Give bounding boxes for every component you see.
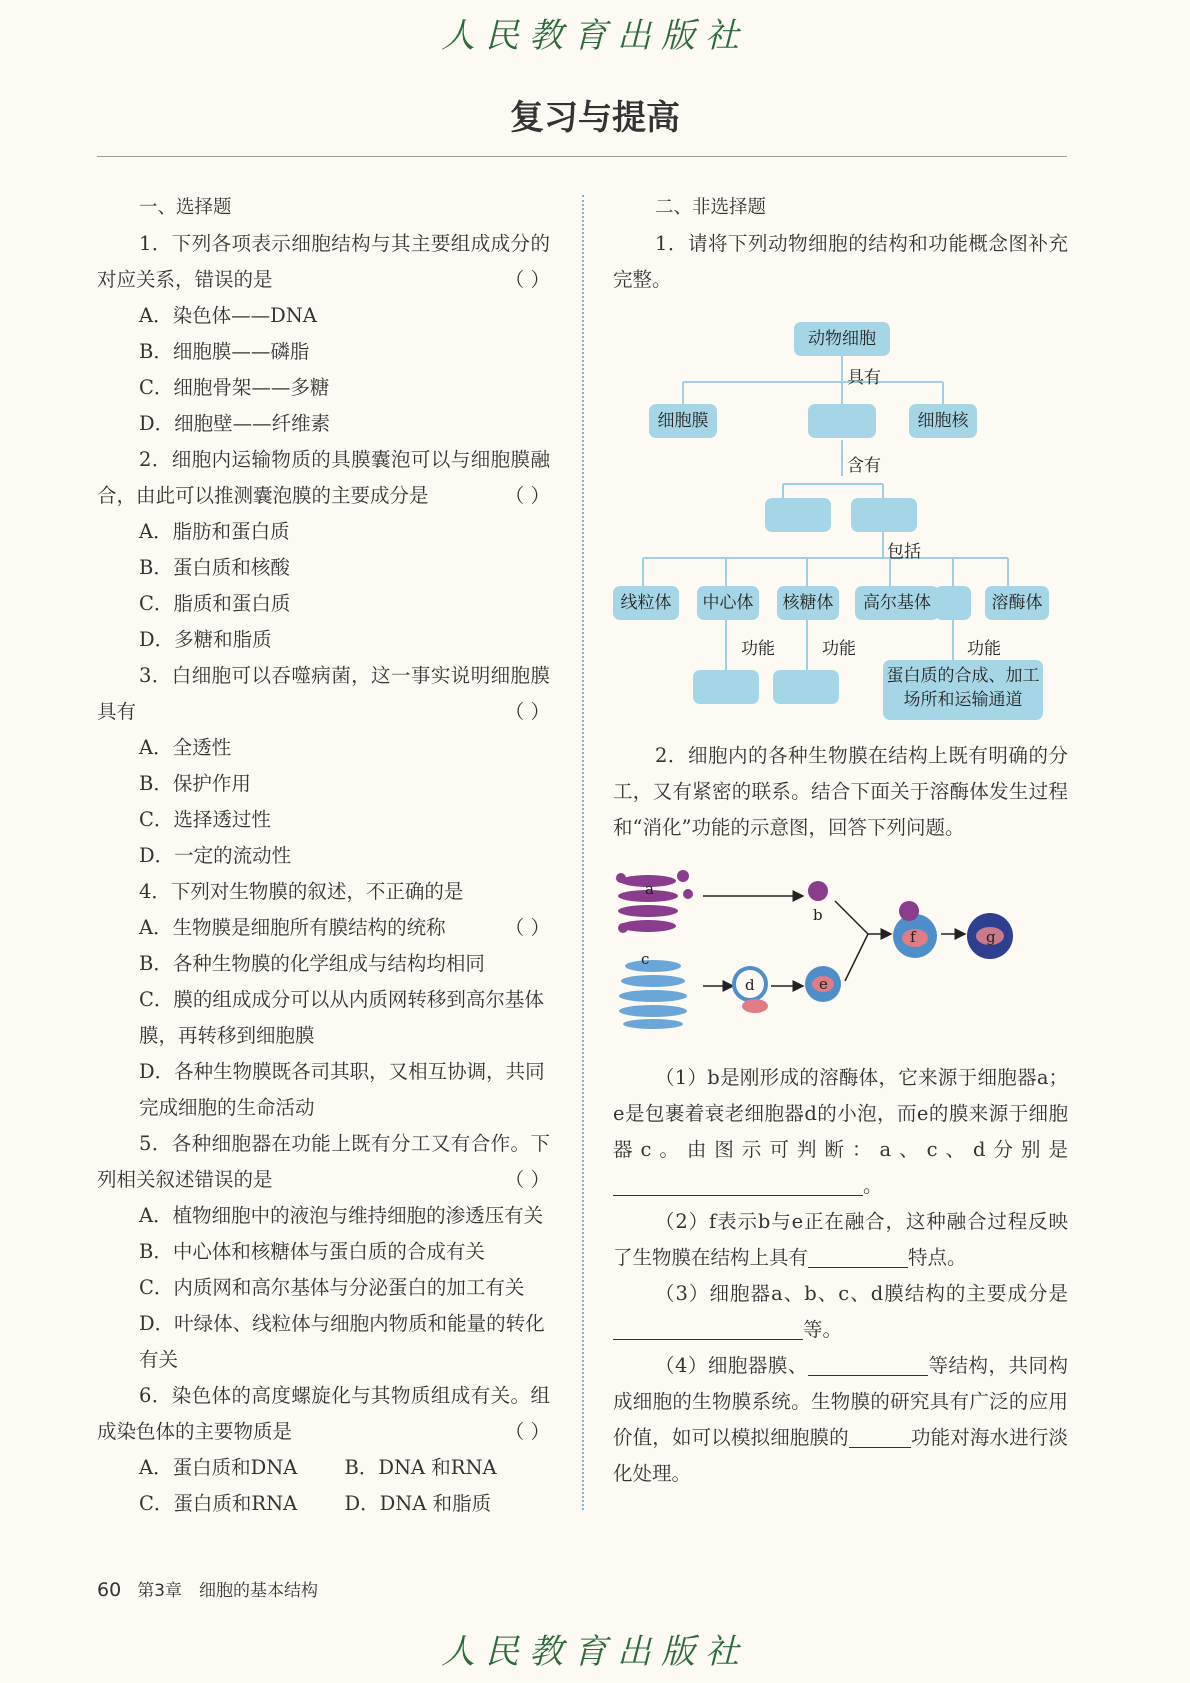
lysosome-diagram [613,856,1068,1046]
node-organelle: 中心体 [697,586,759,620]
title-rule [97,156,1067,157]
node-root: 动物细胞 [794,322,890,356]
concept-map [613,308,1068,738]
option[interactable]: D．各种生物膜既各司其职，又相互协调，共同完成细胞的生命活动 [139,1060,545,1119]
sub-question-1: （1）b是刚形成的溶酶体，它来源于细胞器a；e是包裹着衰老细胞器d的小泡，而e的膜来源于细胞器c。由图示可判断：a、c、d分别是。 [613,1066,1068,1197]
node-membrane: 细胞膜 [649,404,717,438]
link-label: 具有 [847,368,881,388]
option[interactable]: D．DNA 和脂质 [344,1492,492,1515]
fig-label-d: d [745,976,755,994]
blank-node[interactable] [935,586,971,620]
link-label: 含有 [847,456,881,476]
publisher-logo: 人民教育出版社 [441,16,749,56]
answer-paren[interactable]: （ ） [504,1168,550,1191]
column-divider [582,195,584,1510]
option[interactable]: C．脂质和蛋白质 [139,592,291,615]
question-stem: 2．细胞内的各种生物膜在结构上既有明确的分工，又有紧密的联系。结合下面关于溶酶体发生过程和“消化”功能的示意图，回答下列问题。 [613,744,1068,839]
fig-label-e: e [819,975,828,993]
page-number: 60 [97,1579,122,1601]
answer-paren[interactable]: （ ） [504,1420,550,1443]
answer-paren[interactable]: （ ） [504,700,550,723]
link-label: 包括 [887,542,921,562]
answer-blank[interactable] [849,1425,911,1448]
option[interactable]: B．DNA 和RNA [344,1456,497,1479]
section-heading: 二、非选择题 [655,197,767,218]
link-label: 功能 [741,639,775,659]
publisher-logo: 人民教育出版社 [441,1632,749,1672]
node-organelle: 高尔基体 [855,586,939,620]
sub-question-2: （2）f表示b与e正在融合，这种融合过程反映了生物膜在结构上具有 特点。 [613,1210,1068,1269]
option-row [97,1486,550,1522]
option[interactable]: D．一定的流动性 [139,844,292,867]
option[interactable]: A．全透性 [139,736,232,759]
option[interactable]: A．蛋白质和DNA [139,1456,298,1479]
option[interactable]: A．脂肪和蛋白质 [139,520,290,543]
option[interactable]: C．膜的组成成分可以从内质网转移到高尔基体膜，再转移到细胞膜 [139,988,544,1047]
answer-blank[interactable] [808,1353,928,1376]
fig-label-a: a [645,880,654,898]
option[interactable]: B．中心体和核糖体与蛋白质的合成有关 [139,1240,485,1263]
answer-blank[interactable] [613,1173,863,1196]
fig-label-b: b [813,906,823,924]
option[interactable]: D．细胞壁——纤维素 [139,412,331,435]
question-stem: 4．下列对生物膜的叙述，不正确的是 （ ） [97,874,550,910]
option[interactable]: B．保护作用 [139,772,251,795]
left-column [97,190,550,1522]
question-stem: 1．下列各项表示细胞结构与其主要组成成分的对应关系，错误的是 （ ） [97,226,550,298]
question-stem: 6．染色体的高度螺旋化与其物质组成有关。组成染色体的主要物质是 （ ） [97,1378,550,1450]
link-label: 功能 [967,639,1001,659]
option[interactable]: A．生物膜是细胞所有膜结构的统称 [139,916,446,939]
question-stem: 2．细胞内运输物质的具膜囊泡可以与细胞膜融合，由此可以推测囊泡膜的主要成分是 （ ） [97,442,550,514]
sub-question-4: （4）细胞器膜、 等结构，共同构成细胞的生物膜系统。生物膜的研究具有广泛的应用价值，如可以模拟细胞膜的 功能对海水进行淡化处理。 [613,1354,1068,1485]
chapter-name: 第3章 细胞的基本结构 [137,1581,319,1601]
right-column [613,190,1068,1492]
fig-label-c: c [641,950,650,968]
option[interactable]: B．细胞膜——磷脂 [139,340,310,363]
option[interactable]: D．多糖和脂质 [139,628,272,651]
node-organelle: 核糖体 [777,586,839,620]
node-organelle: 溶酶体 [985,586,1049,620]
question-stem: 5．各种细胞器在功能上既有分工又有合作。下列相关叙述错误的是 （ ） [97,1126,550,1198]
option[interactable]: C．细胞骨架——多糖 [139,376,330,399]
blank-node[interactable] [851,498,917,532]
page-title: 复习与提高 [510,98,680,138]
option[interactable]: A．植物细胞中的液泡与维持细胞的渗透压有关 [139,1204,544,1227]
node-nucleus: 细胞核 [909,404,977,438]
section-heading: 一、选择题 [139,197,232,218]
node-organelle: 线粒体 [613,586,679,620]
fig-label-f: f [910,928,916,946]
option[interactable]: C．内质网和高尔基体与分泌蛋白的加工有关 [139,1276,525,1299]
fig-label-g: g [986,928,996,946]
option-row [97,1450,550,1486]
option[interactable]: B．各种生物膜的化学组成与结构均相同 [139,952,485,975]
sub-question-3: （3）细胞器a、b、c、d膜结构的主要成分是等。 [613,1276,1068,1348]
answer-blank[interactable] [808,1245,908,1268]
answer-paren[interactable]: （ ） [504,484,550,507]
option[interactable]: C．蛋白质和RNA [139,1492,298,1515]
answer-blank[interactable] [613,1317,803,1340]
blank-node[interactable] [693,670,759,704]
blank-node[interactable] [773,670,839,704]
blank-node[interactable] [808,404,876,438]
link-label: 功能 [822,639,856,659]
answer-paren[interactable]: （ ） [504,916,550,939]
option[interactable]: A．染色体——DNA [139,304,317,327]
option[interactable]: B．蛋白质和核酸 [139,556,290,579]
option[interactable]: D．叶绿体、线粒体与细胞内物质和能量的转化有关 [139,1312,545,1371]
node-er-function: 蛋白质的合成、加工场所和运输通道 [883,660,1043,720]
question-stem: 3．白细胞可以吞噬病菌，这一事实说明细胞膜具有 （ ） [97,658,550,730]
blank-node[interactable] [765,498,831,532]
lysosome-figure [613,856,1068,1046]
option[interactable]: C．选择透过性 [139,808,271,831]
question-stem: 1．请将下列动物细胞的结构和功能概念图补充完整。 [613,232,1068,291]
page-footer [97,1576,318,1601]
answer-paren[interactable]: （ ） [504,268,550,291]
